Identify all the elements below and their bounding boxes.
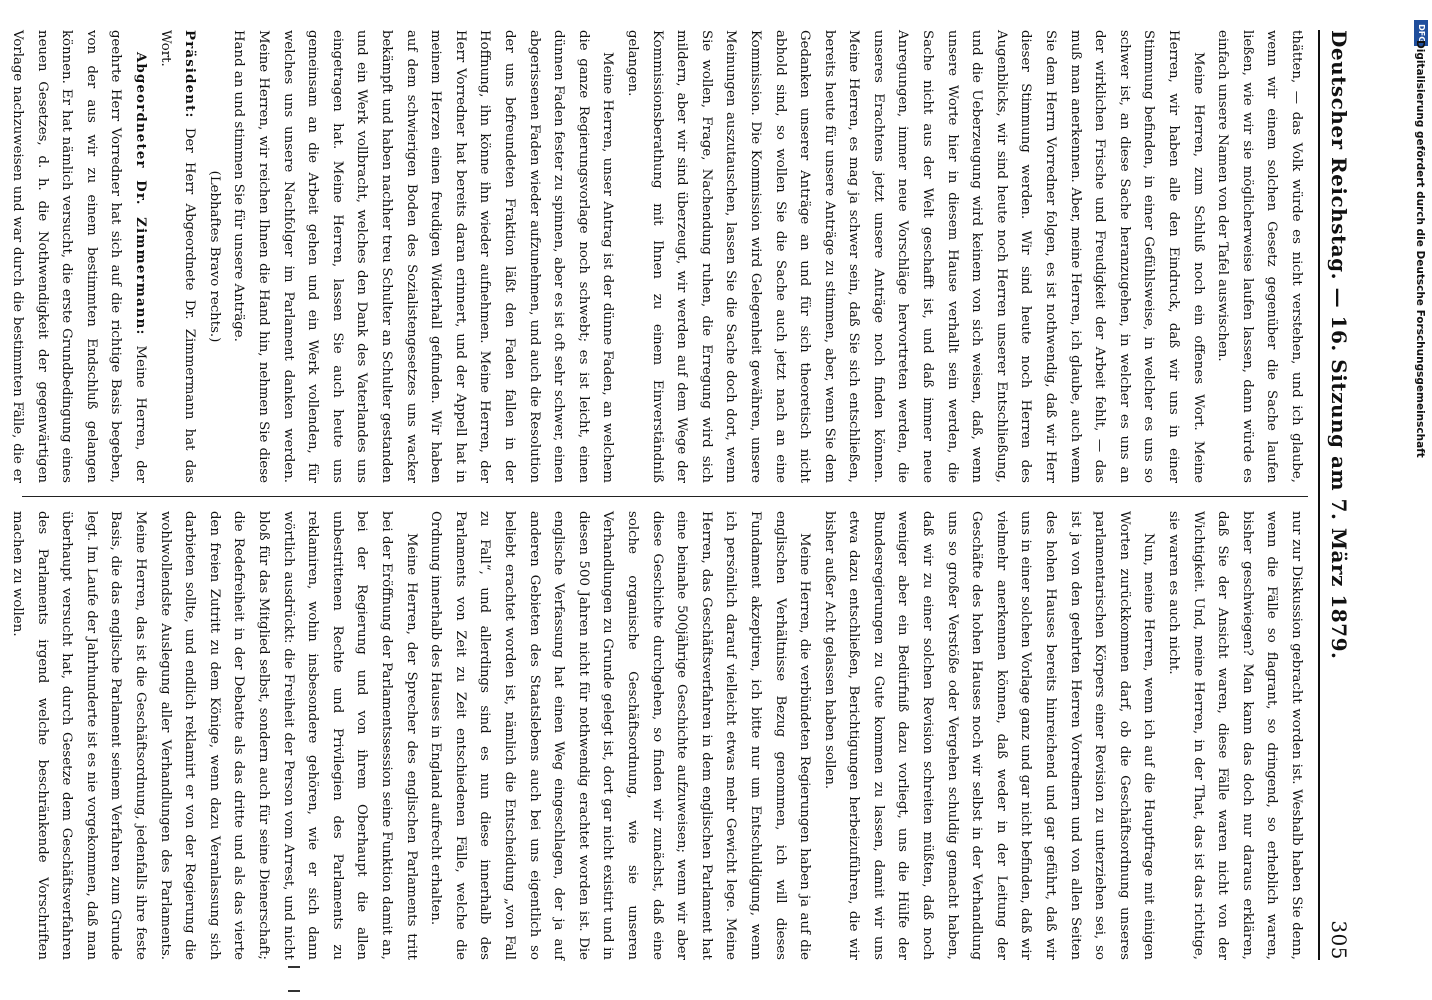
paragraph	[0, 511, 5, 960]
paragraph	[619, 30, 1209, 483]
digitization-note	[1412, 40, 1428, 960]
paragraph-text: nur zur Diskussion gebracht worden ist. Weshalb haben Sie denn, wenn die Fälle so flagrant, so dringend, so erheblich waren, bisher geschwiegen? Man kann das doch nur daraus erklären, daß Sie der Ansicht waren, diese Fälle waren nicht von der Wichtigkeit. Und, meine Herren, in der That, das ist das richtige, sie waren es auch nicht.	[1166, 511, 1304, 960]
paragraph	[5, 511, 423, 960]
paragraph	[816, 511, 1160, 960]
page-number: 305	[1327, 920, 1351, 960]
digitization-note-text: Digitalisierung gefördert durch die Deutsche Forschungsgemeinschaft	[1414, 40, 1426, 458]
paragraph-text: Meine Herren, der geehrte Herr Vorredner hat sich auf die richtige Basis begeben, von der aus wir zu einem bestimmten Endschluß gelangen können. Er hat nämlich versucht, die erste Grundbedingung eines neuen Gesetzes, d. h. die Nothwendigkeit der gegenwärtigen Vorlage nachzuweisen und war durch die bestimmten Fälle, die er	[10, 30, 149, 483]
paragraph-text: Meine Herren, die verbündeten Regierungen haben ja auf die englischen Verhältnisse Bezug genommen, ich will dieses Fundament akzeptiren, ich bitte nur um Entschuldigung, wenn ich persönlich darauf vielleicht etwas mehr Gewicht lege. Meine Herren, das Geschäftsverfahren in dem englischen Parlament hat eine beinahe 500jährige Geschichte aufzuweisen; wenn wir aber diese Geschichte durchgehen, so finden wir zunächst, daß eine solche organische Geschäftsordnung, wie sie unseren Verhandlungen zu Grunde gelegt ist, dort gar nicht existirt und in diesen 500 Jahren nicht für nothwendig erachtet worden ist. Die englische Verfassung hat einen Weg eingeschlagen, der ja auf anderen Gebieten des Staatslebens auch bei uns eigentlich so beliebt erachtet worden ist, nämlich die Entscheidung „von Fall zu Fall“, und allerdings sind es nun diese innerhalb des Parlaments von Zeit zu Zeit entschiedenen Fälle, welche die Ordnung innerhalb des Hauses in England aufrecht erhalten.	[428, 511, 813, 960]
header-title: Deutscher Reichstag. — 16. Sitzung am 7. März 1879.	[1327, 30, 1351, 660]
speaker-name: Präsident:	[182, 30, 198, 119]
left-column	[10, 30, 1308, 483]
paragraph	[423, 511, 817, 960]
right-column	[10, 511, 1308, 960]
paragraph	[201, 30, 226, 483]
paragraph	[226, 30, 620, 483]
dfg-logo-text: DFG	[1416, 23, 1426, 43]
paragraph	[0, 30, 152, 483]
paragraph	[1210, 30, 1308, 483]
paragraph-text: Meine Herren, unser Antrag ist der dünne Faden, an welchem die ganze Regierungsvorlage noch schwebt; es ist leicht, einen dünnen Faden fester zu spinnen, aber es ist oft sehr schwer, einen abgerissenen Faden wieder aufzunehmen, und auch die Resolution der uns befreundeten Fraktion läßt den Faden fallen in der Hoffnung, ihn könne ihn wieder aufnehmen. Meine Herren, der Herr Vorredner hat bereits daran erinnert, und der Appell hat in meinem Herzen einen freudigen Widerhall gefunden. Wir haben auf dem schwierigen Boden des Sozialistengesetzes uns wacker bekämpft und haben nachher treu Schulter an Schulter gestanden und ein Werk vollbracht, welches den Dank des Vaterlandes uns eingetragen hat. Meine Herren, lassen Sie auch heute uns gemeinsam an die Arbeit gehen und ein Werk vollenden, für welches uns unsere Nachfolger im Parlament danken werden. Meine Herren, wir reichen Ihnen die Hand hin, nehmen Sie diese Hand an und stimmen Sie für unsere Anträge.	[231, 30, 616, 483]
column-divider	[22, 496, 1308, 497]
paragraph-text: Der Herr Abgeordnete Dr. Zimmermann hat das Wort.	[157, 30, 198, 483]
paragraph	[152, 30, 201, 483]
paragraph-text: Nun, meine Herren, wenn ich auf die Hauptfrage mit einigen Worten zurückkommen darf, ob die Geschäftsordnung unseres parlamentarischen Körpers einer Revision zu unterziehen sei, so ist ja von den geehrten Herren Vorrednern und von allen Seiten des hohen Hauses bereits hinreichend und gar geführt, daß wir uns in einer solchen Vorlage ganz und gar nicht befinden, daß wir vielmehr anerkennen können, daß weder in der Leitung der Geschäfte des hohen Hauses noch wir selbst in der Verhandlung uns so großer Verstöße oder Vergehen schuldig gemacht haben, daß wir zu einer solchen Revision schreiten müßten, daß noch weniger aber ein Bedürfniß dazu vorliegt, uns die Hülfe der Bundesregierungen zu Gute kommen zu lassen, damit wir uns etwa dazu entschließen, Berichtigungen herbeizuführen, die wir bisher außer Acht gelassen haben sollen.	[821, 511, 1157, 960]
scan-mark	[288, 990, 300, 992]
paragraph-text	[0, 511, 1, 960]
paragraph-text: Meine Herren, zum Schluß noch ein offenes Wort. Meine Herren, wir haben alle den Eindruck, daß wir uns in einer Stimmung befinden, in einer Gefühlsweise, in welcher es uns so schwer ist, an diese Sache heranzugehen, in welcher es uns an der wirklichen Frische und Freudigkeit der Arbeit fehlt, — das muß man anerkennen. Aber, meine Herren, ich glaube, auch wenn Sie dem Herrn Vorredner folgen, es ist nothwendig, daß wir Herr dieser Stimmung werden. Wir sind heute noch Herren des Augenblicks, wir sind heute noch Herren unserer Entschließung, und die Ueberzeugung wird keinem von sich weisen, daß, wenn unsere Worte hier in diesem Hause verhallt sein werden, die Sache nicht aus der Welt geschafft ist, und daß immer neue Anregungen, immer neue Vorschläge hervortreten werden, die unseres Erachtens jetzt unsere Anträge noch finden können. Meine Herren, es mag ja schwer sein, daß Sie sich entschließen, bereits heute für unsere Anträge zu stimmen, aber, wenn Sie dem Gedanken unserer Anträge an und für sich theoretisch nicht abhold sind, so wollen Sie die Sache auch jetzt nach an eine Kommission. Die Kommission wird Gelegenheit gewähren, unsere Meinungen auszutauschen, lassen Sie die Sache doch dort, wenn Sie wollen, Frage, Nachendung ruhen, die Erregung wird sich mildern, aber wir sind überzeugt, wir werden auf dem Wege der Kommissionsberathung mit Ihnen zu einem Einverständniß gelangen.	[624, 30, 1206, 483]
paragraph-text: thätten, — das Volk würde es nicht verstehen, und ich glaube, wenn wir einem solchen Gesetz gegenüber die Sache laufen ließen, wie wir sie möglicherweise laufen lassen, dann würde es einfach unsere Namen von der Tafel auswischen.	[1215, 30, 1304, 483]
paragraph	[1160, 511, 1308, 960]
scan-mark	[288, 966, 300, 968]
speaker-name: Abgeordneter Dr. Zimmermann:	[133, 52, 149, 336]
paragraph-text: (Lebhaftes Bravo rechts.)	[206, 170, 222, 343]
running-header	[1318, 30, 1358, 960]
paragraph-text: Meine Herren, der Sprecher des englischen Parlaments tritt bei der Eröffnung der Parlamentssession seine Funktion damit an, bei der Regierung und von ihrem Oberhaupt die allen unbestrittenen Rechte und Privilegien des Parlaments zu reklamiren, wohin insbesondere gehören, wie er sich dann wörtlich ausdrückt: die Freiheit der Person vom Arrest, und nicht bloß für das Mitglied selbst, sondern auch für seine Dienerschaft; die Redefreiheit in der Debatte als das dritte und als das vierte den freien Zutritt zu dem Könige, wenn dazu Veranlassung sich darbieten sollte, und endlich reklamirt er von der Regierung die wohlwollendste Auslegung aller Verhandlungen des Parlaments. Meine Herren, das ist die Geschäftsordnung, jedenfalls ihre feste Basis, die das englische Parlament seinem Verfahren zum Grunde legt. Im Laufe der Jahrhunderte ist es nie vorgekommen, daß man überhaupt versucht hat, durch Gesetze dem Geschäftsverfahren des Parlaments irgend welche beschränkende Vorschriften machen zu wollen.	[10, 511, 419, 960]
